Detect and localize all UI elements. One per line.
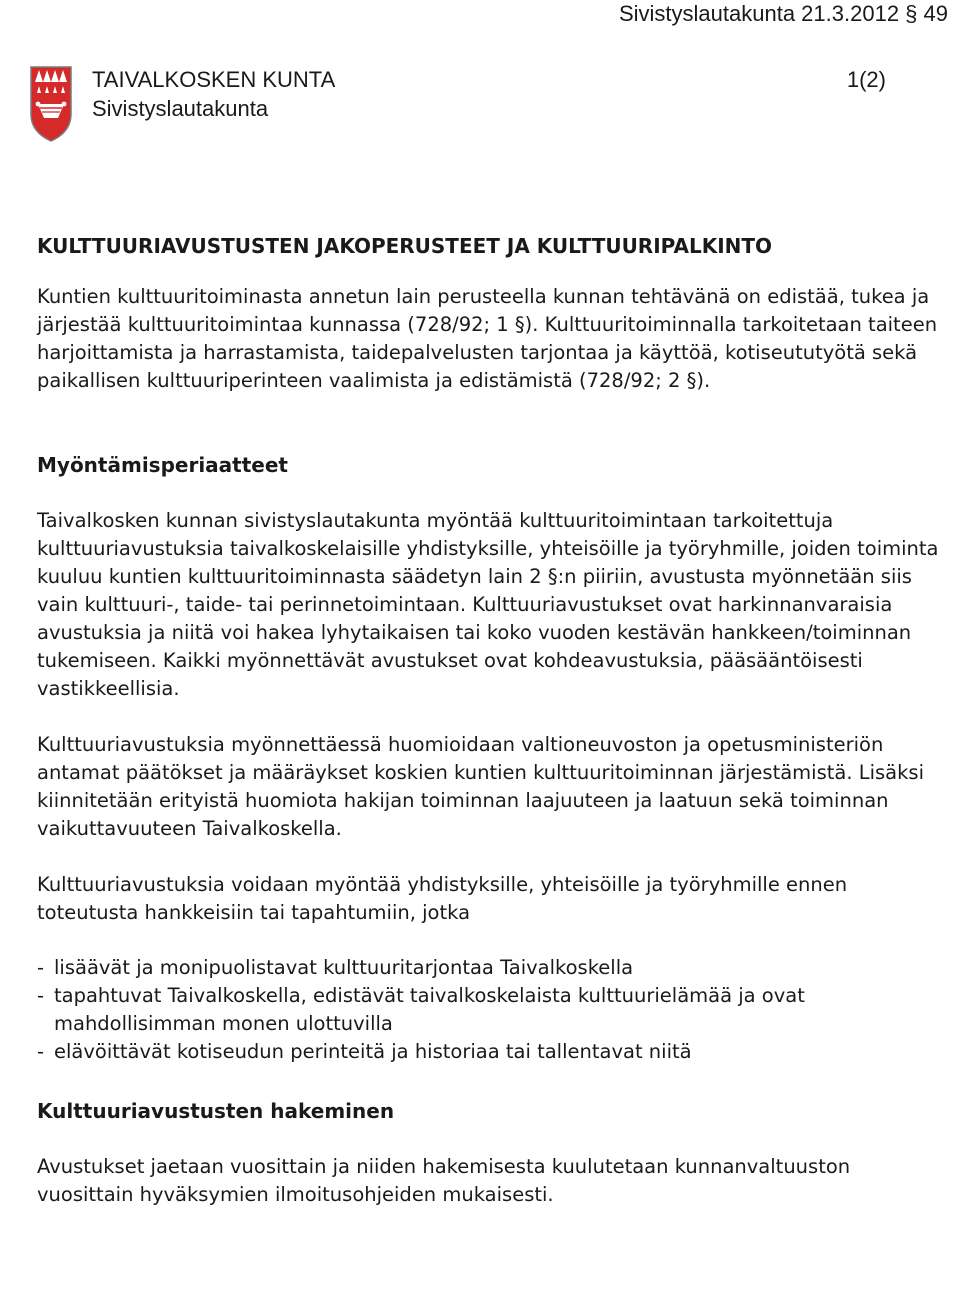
list-item [37,982,952,1038]
list-item [37,954,952,982]
list-item-text: lisäävät ja monipuolistavat kulttuuritarjontaa Taivalkoskella [54,956,634,979]
organization-name: TAIVALKOSKEN KUNTA [92,67,336,92]
criteria-list [37,954,952,1066]
principles-paragraph-2: Kulttuuriavustuksia myönnettäessä huomioidaan valtioneuvoston ja opetusministeriön antamat päätökset ja määräykset koskien kuntien kulttuuritoiminnan järjestämistä. Lisäksi kiinnitetään erityistä huomiota hakijan toiminnan laajuuteen ja laatuun sekä toiminnan vaikuttavuuteen Taivalkoskella. [37,733,925,840]
department-name: Sivistyslautakunta [92,96,269,121]
intro-paragraph: Kuntien kulttuuritoiminasta annetun lain perusteella kunnan tehtävänä on edistää, tukea ja järjestää kulttuuritoimintaa kunnassa (728/92; 1 §). Kulttuuritoiminnalla tarkoitetaan taiteen harjoittamista ja harrastamista, taidepalvelusten tarjontaa ja käyttöä, kotiseututyötä sekä paikallisen kulttuuriperinteen vaalimista ja edistämistä (728/92; 2 §). [37,285,938,392]
principles-paragraph-1: Taivalkosken kunnan sivistyslautakunta myöntää kulttuuritoimintaan tarkoitettuja kulttuuriavustuksia taivalkoskelaisille yhdistyksille, yhteisöille ja työryhmille, joiden toiminta kuuluu kuntien kulttuuritoiminnasta säädetyn lain 2 §:n piiriin, avustusta myönnetään siis vain kulttuuri-, taide- tai perinnetoimintaan. Kulttuuriavustukset ovat harkinnanvaraisia avustuksia ja niitä voi hakea lyhytaikaisen tai koko vuoden kestävän hankkeen/toiminnan tukemiseen. Kaikki myönnettävät avustukset ovat kohdeavustuksia, pääsääntöisesti vastikkeellisia. [37,509,939,700]
document-reference: Sivistyslautakunta 21.3.2012 § 49 [618,1,948,26]
section-heading-application: Kulttuuriavustusten hakeminen [37,1099,395,1123]
principles-paragraph-3: Kulttuuriavustuksia voidaan myöntää yhdistyksille, yhteisöille ja työryhmille ennen toteutusta hankkeisiin tai tapahtumiin, jotka [37,873,848,924]
bullet-dash: - [37,1040,45,1063]
section-heading-principles: Myöntämisperiaatteet [37,453,288,477]
document-body [37,232,952,1209]
page-number: 1(2) [846,67,886,92]
document-title: KULTTUURIAVUSTUSTEN JAKOPERUSTEET JA KULTTUURIPALKINTO [37,234,773,258]
bullet-dash: - [37,984,45,1007]
municipal-coat-of-arms-icon [30,66,72,142]
list-item-text: elävöittävät kotiseudun perinteitä ja historiaa tai tallentavat niitä [54,1040,692,1063]
application-paragraph-1: Avustukset jaetaan vuosittain ja niiden hakemisesta kuulutetaan kunnanvaltuuston vuosittain hyväksymien ilmoitusohjeiden mukaisesti. [37,1155,851,1206]
list-item [37,1038,952,1066]
list-item-text: tapahtuvat Taivalkoskella, edistävät taivalkoskelaista kulttuurielämää ja ovat mahdollisimman monen ulottuvilla [54,984,805,1035]
bullet-dash: - [37,956,45,979]
